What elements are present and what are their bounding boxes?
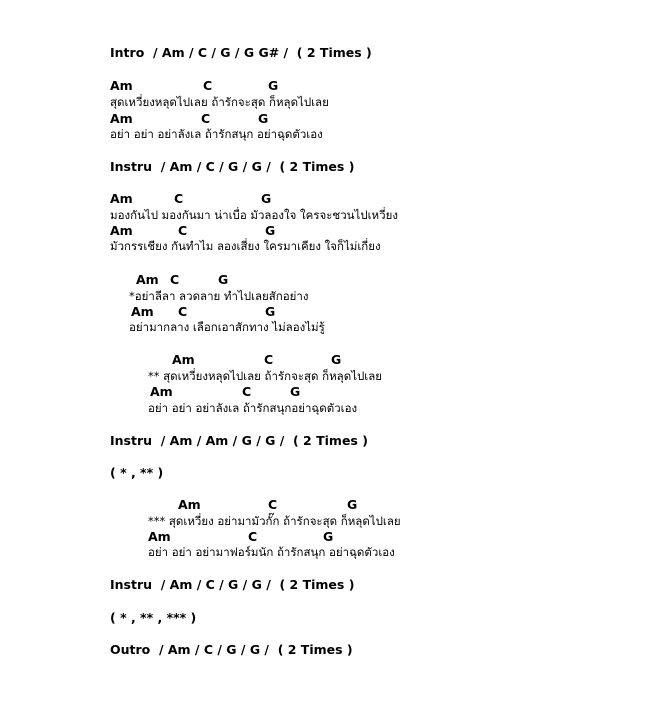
chord-g: G <box>323 529 334 544</box>
lyric-line: อย่า อย่า อย่ามาฟอร์มนัก ถ้ารักสนุก อย่าฉุดตัวเอง <box>148 545 395 559</box>
lyric-line: มองกันไป มองกันมา น่าเบื่อ มัวลองใจ ใครจะชวนไปเหวี่ยง <box>110 208 398 222</box>
lyric-line: อย่า อย่า อย่าลังเล ถ้ารักสนุกอย่าฉุดตัวเอง <box>148 401 358 415</box>
chord-g: G <box>265 223 276 238</box>
chord-c: C <box>178 223 188 238</box>
lyric-line: อย่า อย่า อย่าลังเล ถ้ารักสนุก อย่าฉุดตัวเอง <box>110 127 323 141</box>
chord-am: Am <box>110 191 133 206</box>
chord-c: C <box>268 497 278 512</box>
chord-g: G <box>331 352 342 367</box>
chord-g: G <box>347 497 358 512</box>
chord-g: G <box>261 191 272 206</box>
chord-c: C <box>178 304 188 319</box>
lyric-line: อย่ามากลาง เลือกเอาสักทาง ไม่ลองไม่รู้ <box>129 320 325 334</box>
chord-c: C <box>248 529 258 544</box>
chord-g: G <box>258 111 269 126</box>
intro-line: Intro / Am / C / G / G G# / ( 2 Times ) <box>110 45 372 60</box>
repeat-marker: ( * , ** , *** ) <box>110 610 197 625</box>
chord-c: C <box>170 272 180 287</box>
chord-am: Am <box>136 272 159 287</box>
chord-c: C <box>201 111 211 126</box>
chord-am: Am <box>178 497 201 512</box>
chord-c: C <box>174 191 184 206</box>
chord-am: Am <box>150 384 173 399</box>
chord-c: C <box>203 78 213 93</box>
chord-g: G <box>268 78 279 93</box>
lyric-line: สุดเหวี่ยงหลุดไปเลย ถ้ารักจะสุด ก็หลุดไปเลย <box>110 95 329 109</box>
chord-c: C <box>242 384 252 399</box>
lyric-line: มัวกรรเชียง กันทำไม ลองเสี่ยง ใครมาเคียง ใจก็ไม่เกี่ยง <box>110 239 381 253</box>
instru-line: Instru / Am / C / G / G / ( 2 Times ) <box>110 577 355 592</box>
chord-am: Am <box>110 78 133 93</box>
lyric-line: *อย่าลีลา ลวดลาย ทำไปเลยสักอย่าง <box>129 289 309 303</box>
chord-c: C <box>264 352 274 367</box>
lyric-line: *** สุดเหวี่ยง อย่ามามัวกั๊ก ถ้ารักจะสุด ก็หลุดไปเลย <box>148 514 401 528</box>
chord-g: G <box>290 384 301 399</box>
chord-g: G <box>218 272 229 287</box>
chord-am: Am <box>110 111 133 126</box>
chord-am: Am <box>131 304 154 319</box>
chord-am: Am <box>148 529 171 544</box>
chord-am: Am <box>110 223 133 238</box>
lyric-line: ** สุดเหวี่ยงหลุดไปเลย ถ้ารักจะสุด ก็หลุดไปเลย <box>148 369 382 383</box>
instru-line: Instru / Am / C / G / G / ( 2 Times ) <box>110 159 355 174</box>
instru-line: Instru / Am / Am / G / G / ( 2 Times ) <box>110 433 368 448</box>
chord-am: Am <box>172 352 195 367</box>
chord-g: G <box>265 304 276 319</box>
outro-line: Outro / Am / C / G / G / ( 2 Times ) <box>110 642 353 657</box>
repeat-marker: ( * , ** ) <box>110 465 164 480</box>
